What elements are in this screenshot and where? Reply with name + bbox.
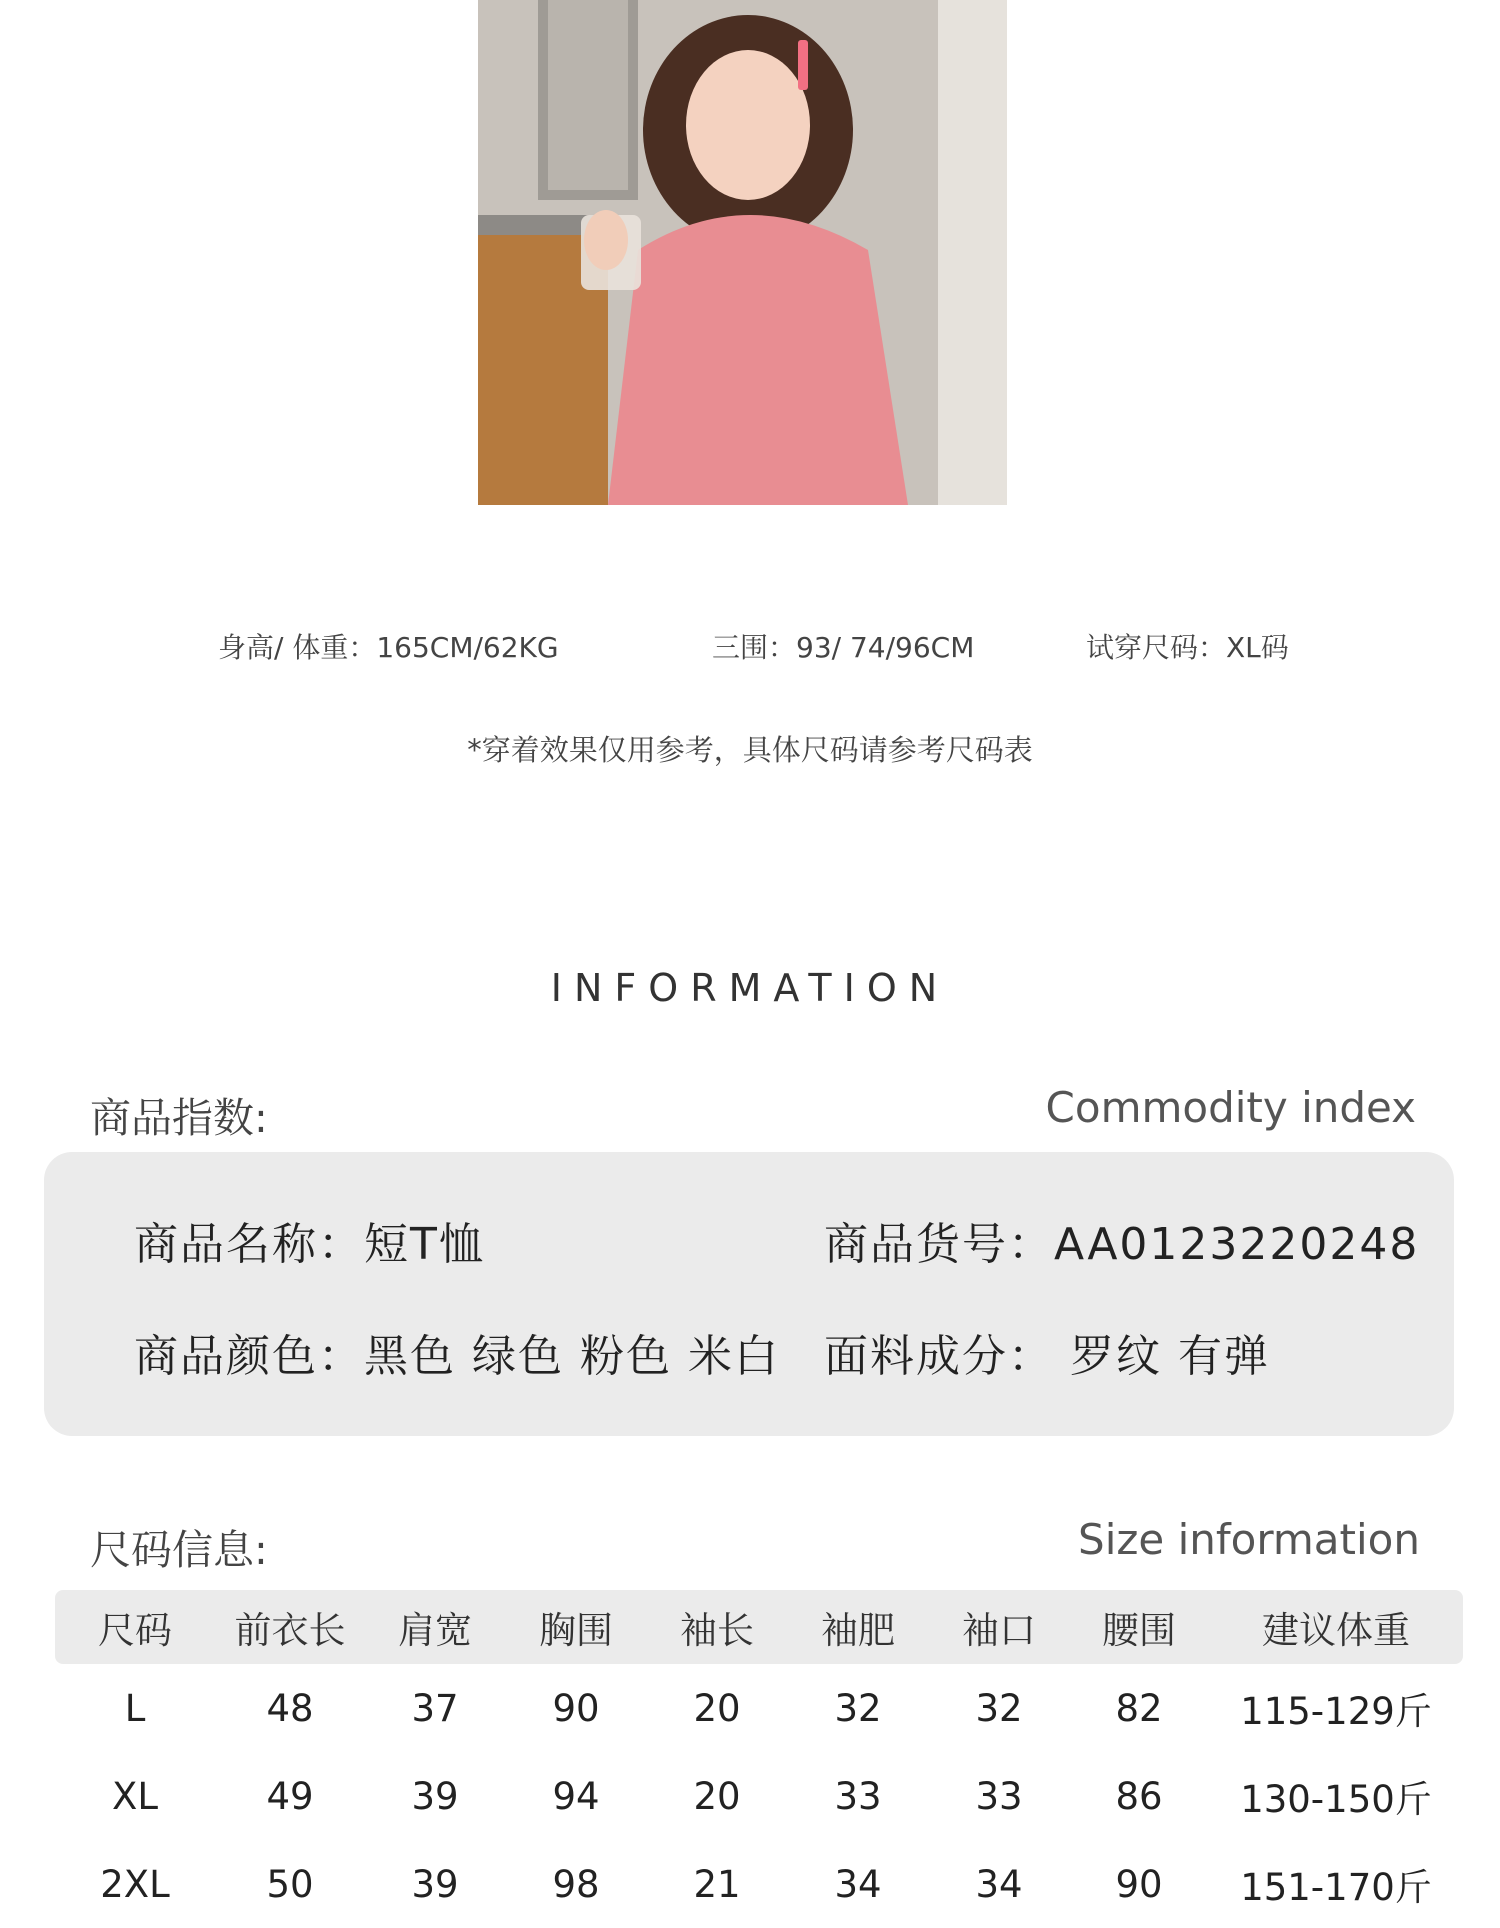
table-cell: 33 — [975, 1774, 1023, 1818]
product-colors: 商品颜色：黑色 绿色 粉色 米白 — [134, 1331, 780, 1382]
model-measurements: 三围：93/ 74/96CM — [712, 631, 975, 664]
product-fabric: 面料成分： 罗纹 有弹 — [824, 1331, 1270, 1382]
table-cell: 39 — [411, 1862, 459, 1906]
header-front-length: 前衣长 — [234, 1609, 346, 1652]
header-waist: 腰围 — [1102, 1609, 1176, 1652]
size-table-header — [55, 1590, 1463, 1664]
table-cell: 49 — [266, 1774, 314, 1818]
size-info-title: 尺码信息: — [90, 1526, 268, 1574]
table-cell: 94 — [552, 1774, 600, 1818]
table-cell: 20 — [693, 1774, 741, 1818]
table-cell: 2XL — [100, 1862, 170, 1906]
product-item-number: 商品货号：AA0123220248 — [824, 1219, 1420, 1270]
table-row — [55, 1664, 1463, 1752]
size-reference-note: *穿着效果仅用参考，具体尺码请参考尺码表 — [467, 733, 1033, 767]
header-size: 尺码 — [98, 1609, 172, 1652]
commodity-title: 商品指数: — [90, 1094, 268, 1142]
commodity-panel — [44, 1152, 1454, 1436]
table-cell: 151-170斤 — [1240, 1866, 1432, 1909]
table-row — [55, 1752, 1463, 1840]
information-heading: INFORMATION — [550, 966, 950, 1010]
model-try-size: 试穿尺码：XL码 — [1086, 631, 1289, 664]
table-cell: 21 — [693, 1862, 741, 1906]
header-weight: 建议体重 — [1262, 1609, 1410, 1652]
header-shoulder: 肩宽 — [398, 1609, 472, 1652]
table-cell: 90 — [552, 1686, 600, 1730]
header-chest: 胸围 — [539, 1609, 613, 1652]
table-cell: 86 — [1115, 1774, 1163, 1818]
product-name: 商品名称：短T恤 — [134, 1219, 485, 1270]
table-cell: 98 — [552, 1862, 600, 1906]
table-cell: 130-150斤 — [1240, 1778, 1432, 1821]
table-cell: 33 — [834, 1774, 882, 1818]
commodity-title-en: Commodity index — [1045, 1083, 1416, 1132]
header-sleeve-length: 袖长 — [680, 1609, 754, 1652]
table-cell: XL — [112, 1774, 158, 1818]
table-cell: L — [124, 1686, 146, 1730]
table-cell: 32 — [834, 1686, 882, 1730]
header-sleeve-width: 袖肥 — [821, 1609, 895, 1652]
table-cell: 115-129斤 — [1240, 1690, 1432, 1733]
model-photo — [478, 0, 1007, 505]
size-table — [55, 1590, 1463, 1928]
table-cell: 37 — [411, 1686, 459, 1730]
table-cell: 34 — [834, 1862, 882, 1906]
header-cuff: 袖口 — [962, 1609, 1036, 1652]
table-cell: 48 — [266, 1686, 314, 1730]
table-cell: 39 — [411, 1774, 459, 1818]
table-cell: 34 — [975, 1862, 1023, 1906]
table-row — [55, 1840, 1463, 1928]
model-height-weight: 身高/ 体重：165CM/62KG — [218, 631, 559, 664]
table-cell: 32 — [975, 1686, 1023, 1730]
table-cell: 82 — [1115, 1686, 1163, 1730]
table-cell: 50 — [266, 1862, 314, 1906]
table-cell: 20 — [693, 1686, 741, 1730]
size-info-title-en: Size information — [1078, 1515, 1420, 1564]
model-stats — [0, 626, 1500, 666]
table-cell: 90 — [1115, 1862, 1163, 1906]
